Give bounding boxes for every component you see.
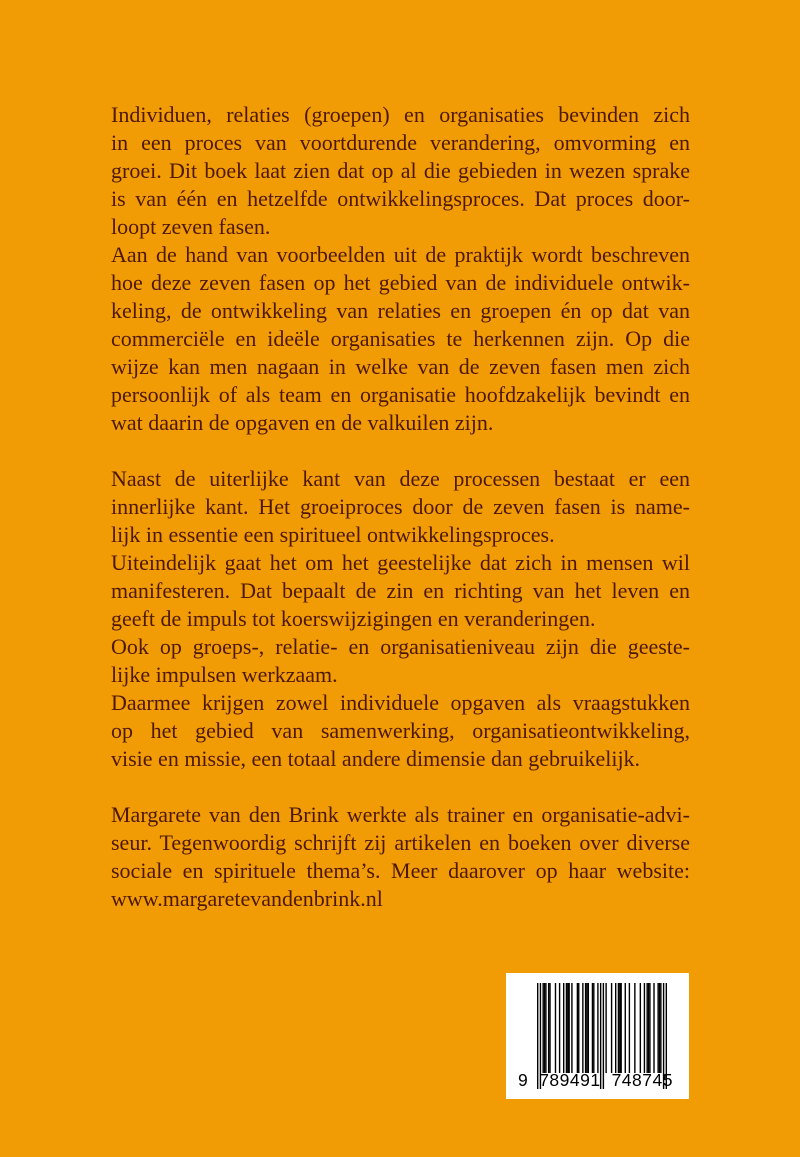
text-line: Margarete van den Brink werkte als trainer en organisatie-advi- xyxy=(111,802,690,827)
text-line: Naast de uiterlijke kant van deze processen bestaat er een xyxy=(111,466,690,491)
barcode-number xyxy=(518,1070,673,1090)
text-line: op het gebied van samenwerking, organisatieontwikkeling, xyxy=(111,718,690,743)
text-line: persoonlijk of als team en organisatie hoofdzakelijk bevindt en xyxy=(111,382,690,407)
paragraph xyxy=(111,633,690,689)
text-line: lijk in essentie een spiritueel ontwikkelingsproces. xyxy=(111,522,555,547)
paragraph xyxy=(111,689,690,773)
text-line: Individuen, relaties (groepen) en organisaties bevinden zich xyxy=(111,102,690,127)
text-line: lijke impulsen werkzaam. xyxy=(111,662,338,687)
text-line: Ook op groeps-, relatie- en organisatieniveau zijn die geeste- xyxy=(111,634,690,659)
text-line: wijze kan men nagaan in welke van de zeven fasen men zich xyxy=(111,354,690,379)
text-line: in een proces van voortdurende verandering, omvorming en xyxy=(111,130,690,155)
text-line: commerciële en ideële organisaties te herkennen zijn. Op die xyxy=(111,326,690,351)
blurb-text-block xyxy=(111,101,690,913)
barcode-digit-group-2: 748745 xyxy=(611,1070,673,1090)
text-line: sociale en spirituele thema’s. Meer daarover op haar website: xyxy=(111,858,690,883)
barcode-digit-prefix: 9 xyxy=(518,1070,529,1090)
text-line: innerlijke kant. Het groeiproces door de zeven fasen is name- xyxy=(111,494,690,519)
text-line: wat daarin de opgaven en de valkuilen zijn. xyxy=(111,410,494,435)
text-line: manifesteren. Dat bepaalt de zin en richting van het leven en xyxy=(111,578,690,603)
barcode-digit-group-1: 789491 xyxy=(539,1070,601,1090)
text-line: groei. Dit boek laat zien dat op al die gebieden in wezen sprake xyxy=(111,158,690,183)
paragraph xyxy=(111,801,690,913)
text-line: hoe deze zeven fasen op het gebied van de individuele ontwik- xyxy=(111,270,690,295)
paragraph xyxy=(111,465,690,549)
paragraph xyxy=(111,549,690,633)
barcode xyxy=(506,973,689,1099)
text-line: Uiteindelijk gaat het om het geestelijke dat zich in mensen wil xyxy=(111,550,690,575)
text-line: seur. Tegenwoordig schrijft zij artikelen en boeken over diverse xyxy=(111,830,690,855)
text-line: www.margaretevandenbrink.nl xyxy=(111,886,383,911)
paragraph xyxy=(111,101,690,241)
text-line: Daarmee krijgen zowel individuele opgaven als vraagstukken xyxy=(111,690,690,715)
text-line: visie en missie, een totaal andere dimensie dan gebruikelijk. xyxy=(111,746,641,771)
paragraph xyxy=(111,241,690,437)
text-line: keling, de ontwikkeling van relaties en groepen én op dat van xyxy=(111,298,690,323)
text-line: is van één en hetzelfde ontwikkelingsproces. Dat proces door- xyxy=(111,186,690,211)
text-line: loopt zeven fasen. xyxy=(111,214,271,239)
text-line: Aan de hand van voorbeelden uit de praktijk wordt beschreven xyxy=(111,242,690,267)
text-line: geeft de impuls tot koerswijzigingen en veranderingen. xyxy=(111,606,596,631)
